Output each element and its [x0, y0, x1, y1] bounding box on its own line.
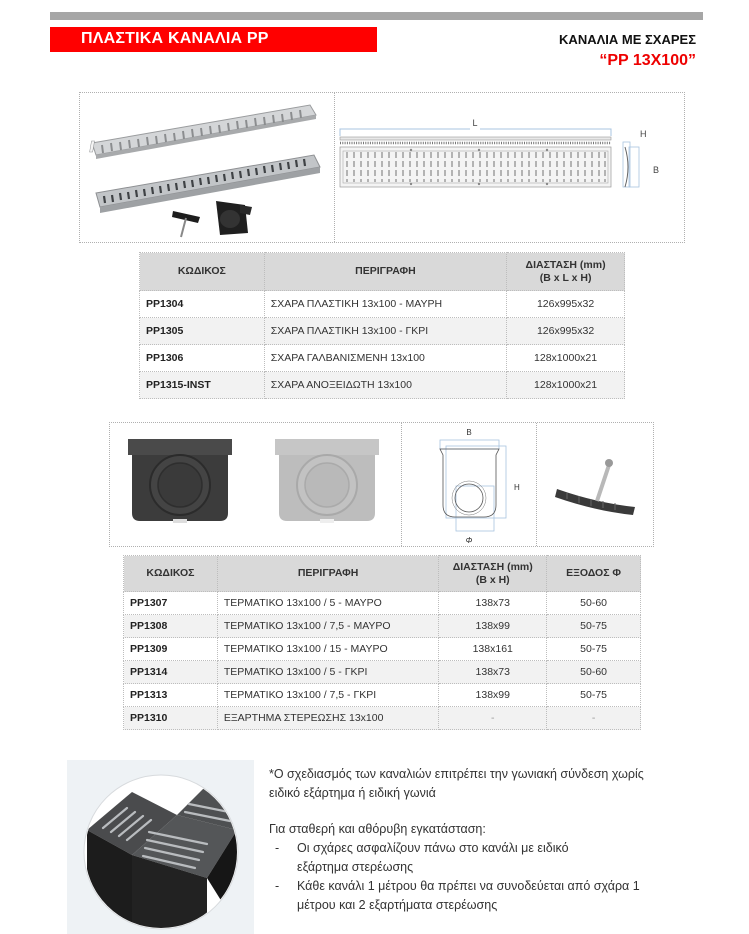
cell-dimension: 126x995x32: [507, 291, 625, 318]
fixing-clip-icon: [537, 423, 654, 546]
cell-dimension: -: [439, 707, 547, 730]
install-heading: Για σταθερή και αθόρυβη εγκατάσταση:: [269, 822, 486, 836]
cell-description: ΣΧΑΡΑ ΓΑΛΒΑΝΙΣΜΕΝΗ 13x100: [264, 345, 506, 372]
endcap-black-photo: [110, 423, 255, 546]
height-label: H: [640, 129, 647, 139]
col-header-dimension-line2: (B x L x H): [539, 271, 592, 284]
cell-description: ΕΞΑΡΤΗΜΑ ΣΤΕΡΕΩΣΗΣ 13x100: [217, 707, 439, 730]
table-row: [124, 661, 641, 684]
grates-photo-icon: [80, 93, 334, 242]
endcap-dimension-drawing: [402, 423, 536, 546]
table-row: [140, 318, 625, 345]
grates-image-panel: [79, 92, 685, 243]
table-row: [124, 638, 641, 661]
title-banner: [50, 27, 377, 52]
cell-description: ΣΧΑΡΑ ΠΛΑΣΤΙΚΗ 13x100 - ΓΚΡΙ: [264, 318, 506, 345]
cell-code: PP1308: [124, 615, 218, 638]
bullet-dash: -: [275, 841, 280, 855]
cell-dimension: 126x995x32: [507, 318, 625, 345]
cell-outlet: 50-75: [547, 638, 641, 661]
page-title: ΠΛΑΣΤΙΚΑ ΚΑΝΑΛΙΑ PP: [81, 30, 269, 47]
cell-code: PP1306: [140, 345, 265, 372]
cell-description: ΤΕΡΜΑΤΙΚΟ 13x100 / 7,5 - ΓΚΡΙ: [217, 684, 439, 707]
table-row: [124, 615, 641, 638]
endcaps-table: [123, 555, 641, 730]
width-label: B: [653, 165, 660, 175]
cell-outlet: -: [547, 707, 641, 730]
cell-dimension: 138x99: [439, 684, 547, 707]
cell-code: PP1313: [124, 684, 218, 707]
cell-description: ΤΕΡΜΑΤΙΚΟ 13x100 / 15 - ΜΑΥΡΟ: [217, 638, 439, 661]
cell-outlet: 50-60: [547, 661, 641, 684]
cell-dimension: 138x73: [439, 592, 547, 615]
table-row: [124, 707, 641, 730]
cell-outlet: 50-75: [547, 684, 641, 707]
cell-code: PP1310: [124, 707, 218, 730]
bullet-dash: -: [275, 879, 280, 893]
cell-code: PP1315-INST: [140, 372, 265, 399]
cell-description: ΤΕΡΜΑΤΙΚΟ 13x100 / 5 - ΓΚΡΙ: [217, 661, 439, 684]
install-bullet-list: [269, 839, 719, 915]
cell-description: ΣΧΑΡΑ ΠΛΑΣΤΙΚΗ 13x100 - ΜΑΥΡΗ: [264, 291, 506, 318]
table-row: [140, 291, 625, 318]
cell-outlet: 50-60: [547, 592, 641, 615]
fixing-clip-photo: [537, 423, 654, 546]
col-header-description: ΠΕΡΙΓΡΑΦΗ: [217, 556, 439, 592]
cell-description: ΤΕΡΜΑΤΙΚΟ 13x100 / 7,5 - ΜΑΥΡΟ: [217, 615, 439, 638]
cell-code: PP1304: [140, 291, 265, 318]
col-header-description: ΠΕΡΙΓΡΑΦΗ: [264, 253, 506, 291]
cell-dimension: 138x161: [439, 638, 547, 661]
corner-note-line1: *Ο σχεδιασμός των καναλιών επιτρέπει την γωνιακή σύνδεση χωρίς: [269, 767, 644, 781]
list-item: [269, 839, 719, 877]
col-header-dimension: [439, 556, 547, 592]
cell-description: ΣΧΑΡΑ ΑΝΟΞΕΙΔΩΤΗ 13x100: [264, 372, 506, 399]
grates-photo: [80, 93, 334, 242]
bullet-line1: Οι σχάρες ασφαλίζουν πάνω στο κανάλι με ειδικό: [297, 841, 569, 855]
col-header-code: ΚΩΔΙΚΟΣ: [124, 556, 218, 592]
col-header-dimension-line2: (B x H): [475, 573, 510, 586]
outlet-diameter-label: Φ: [465, 536, 473, 545]
table-row: [124, 592, 641, 615]
col-header-dimension-line1: ΔΙΑΣΤΑΣΗ (mm): [452, 560, 533, 573]
corner-channel-icon: [67, 760, 254, 934]
endcap-grey-photo: [255, 423, 401, 546]
bullet-line2: μέτρου και 2 εξαρτήματα στερέωσης: [297, 898, 498, 912]
cell-dimension: 128x1000x21: [507, 372, 625, 399]
col-header-dimension: [507, 253, 625, 291]
section-subtitle: ΚΑΝΑΛΙΑ ΜΕ ΣΧΑΡΕΣ: [559, 32, 696, 47]
cell-dimension: 138x73: [439, 661, 547, 684]
list-item: [269, 877, 719, 915]
endcap-height-label: H: [514, 483, 520, 492]
cell-code: PP1314: [124, 661, 218, 684]
cell-dimension: 138x99: [439, 615, 547, 638]
table-row: [140, 345, 625, 372]
endcap-grey-icon: [255, 423, 401, 546]
bullet-line1: Κάθε κανάλι 1 μέτρου θα πρέπει να συνοδεύεται από σχάρα 1: [297, 879, 640, 893]
endcap-black-icon: [110, 423, 255, 546]
grates-table: [139, 252, 625, 399]
product-series-code: “PP 13X100”: [599, 52, 696, 69]
top-divider-bar: [50, 12, 703, 20]
table-row: [140, 372, 625, 399]
endcap-width-label: B: [466, 428, 472, 437]
corner-connection-photo: [67, 760, 254, 934]
endcaps-image-panel: [109, 422, 654, 547]
cell-code: PP1305: [140, 318, 265, 345]
col-header-outlet: ΕΞΟΔΟΣ Φ: [547, 556, 641, 592]
bullet-line2: εξάρτημα στερέωσης: [297, 860, 414, 874]
cell-dimension: 128x1000x21: [507, 345, 625, 372]
length-label: L: [472, 118, 478, 128]
grate-dimension-drawing: [335, 93, 685, 242]
cell-outlet: 50-75: [547, 615, 641, 638]
col-header-dimension-line1: ΔΙΑΣΤΑΣΗ (mm): [525, 258, 606, 271]
cell-code: PP1307: [124, 592, 218, 615]
installation-notes: [269, 765, 719, 915]
cell-code: PP1309: [124, 638, 218, 661]
cell-description: ΤΕΡΜΑΤΙΚΟ 13x100 / 5 - ΜΑΥΡΟ: [217, 592, 439, 615]
col-header-code: ΚΩΔΙΚΟΣ: [140, 253, 265, 291]
table-row: [124, 684, 641, 707]
corner-note-line2: ειδικό εξάρτημα ή ειδική γωνιά: [269, 786, 436, 800]
